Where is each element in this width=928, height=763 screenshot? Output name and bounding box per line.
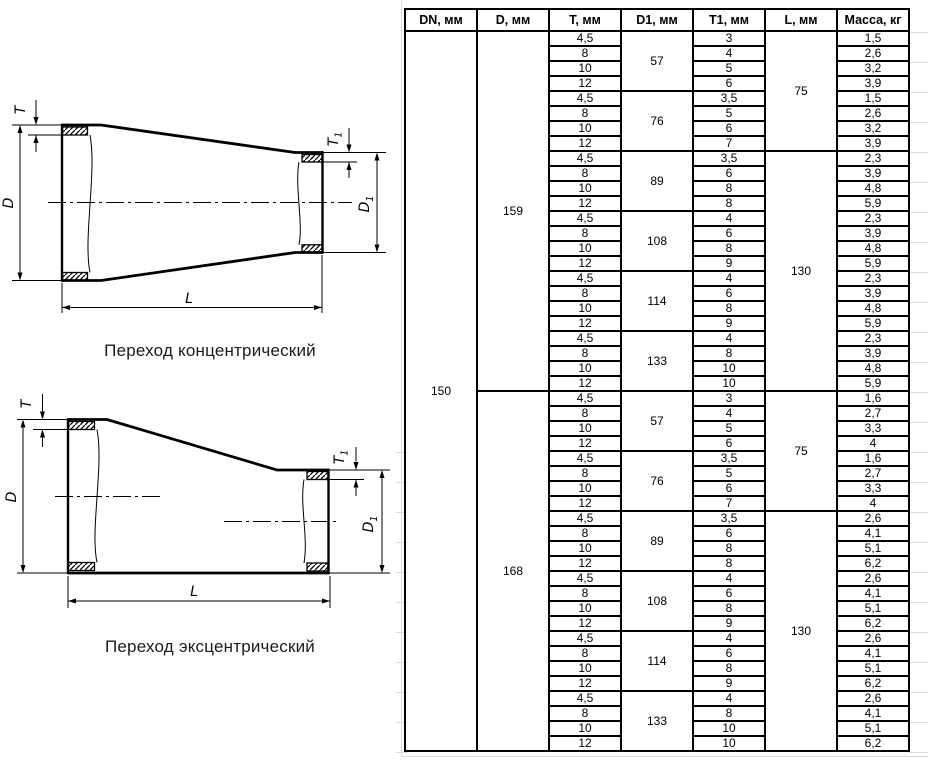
t1-cell: 3,5 <box>693 91 765 106</box>
t-cell: 8 <box>549 406 621 421</box>
mass-cell: 4 <box>837 496 909 511</box>
t-cell: 8 <box>549 106 621 121</box>
t1-cell: 8 <box>693 541 765 556</box>
mass-cell: 1,6 <box>837 391 909 406</box>
dimension-arrows <box>21 412 385 604</box>
t-cell: 8 <box>549 706 621 721</box>
t-cell: 10 <box>549 121 621 136</box>
d1-cell: 57 <box>621 391 693 451</box>
d1-cell: 133 <box>621 331 693 391</box>
d1-cell: 57 <box>621 31 693 91</box>
t1-cell: 8 <box>693 706 765 721</box>
mass-cell: 3,3 <box>837 421 909 436</box>
mass-cell: 2,3 <box>837 271 909 286</box>
mass-cell: 2,6 <box>837 631 909 646</box>
l-dimension-label: L <box>185 291 193 307</box>
d1-cell: 89 <box>621 151 693 211</box>
t-cell: 10 <box>549 61 621 76</box>
l-dimension-label: L <box>190 584 198 600</box>
d1-cell: 108 <box>621 571 693 631</box>
mass-cell: 2,6 <box>837 106 909 121</box>
l-cell: 75 <box>765 31 837 151</box>
table-row <box>405 31 909 46</box>
t1-cell: 4 <box>693 331 765 346</box>
mass-cell: 5,1 <box>837 541 909 556</box>
t-cell: 4,5 <box>549 691 621 706</box>
mass-cell: 4,8 <box>837 301 909 316</box>
t1-cell: 4 <box>693 631 765 646</box>
mass-cell: 5,9 <box>837 256 909 271</box>
t-cell: 8 <box>549 586 621 601</box>
mass-cell: 2,7 <box>837 466 909 481</box>
t-dimension-label: T <box>19 399 35 409</box>
t-cell: 8 <box>549 466 621 481</box>
t1-cell: 4 <box>693 46 765 61</box>
t1-cell: 3,5 <box>693 151 765 166</box>
t1-cell: 5 <box>693 421 765 436</box>
eccentric-caption: Переход эксцентрический <box>104 637 315 656</box>
t1-cell: 3 <box>693 31 765 46</box>
column-header: DN, мм <box>405 9 477 31</box>
t-cell: 10 <box>549 241 621 256</box>
t-cell: 8 <box>549 46 621 61</box>
t1-cell: 7 <box>693 496 765 511</box>
t-cell: 8 <box>549 166 621 181</box>
t1-cell: 8 <box>693 556 765 571</box>
mass-cell: 3,2 <box>837 61 909 76</box>
t1-cell: 5 <box>693 61 765 76</box>
header-row <box>405 9 909 31</box>
d1-dimension-label: $D_1$ <box>357 195 376 213</box>
mass-cell: 6,2 <box>837 616 909 631</box>
mass-cell: 3,9 <box>837 286 909 301</box>
t1-cell: 8 <box>693 601 765 616</box>
t1-cell: 6 <box>693 286 765 301</box>
t-cell: 12 <box>549 496 621 511</box>
t1-cell: 8 <box>693 301 765 316</box>
t-cell: 4,5 <box>549 391 621 406</box>
t1-cell: 6 <box>693 481 765 496</box>
t-cell: 8 <box>549 346 621 361</box>
t-cell: 10 <box>549 181 621 196</box>
mass-cell: 6,2 <box>837 736 909 751</box>
t1-cell: 4 <box>693 211 765 226</box>
t1-dimension-label: $T_1$ <box>332 449 351 465</box>
l-cell: 75 <box>765 391 837 511</box>
t1-cell: 4 <box>693 571 765 586</box>
t-cell: 12 <box>549 376 621 391</box>
t-cell: 12 <box>549 676 621 691</box>
t-cell: 8 <box>549 286 621 301</box>
mass-cell: 4,8 <box>837 181 909 196</box>
mass-cell: 4,1 <box>837 586 909 601</box>
t-cell: 4,5 <box>549 451 621 466</box>
t1-cell: 8 <box>693 346 765 361</box>
t1-cell: 6 <box>693 436 765 451</box>
column-header: T, мм <box>549 9 621 31</box>
mass-cell: 5,9 <box>837 376 909 391</box>
t1-cell: 8 <box>693 241 765 256</box>
centerlines <box>55 497 338 522</box>
mass-cell: 2,6 <box>837 511 909 526</box>
spreadsheet-gridlines-right-margin <box>909 3 928 757</box>
mass-cell: 5,1 <box>837 601 909 616</box>
d1-cell: 114 <box>621 631 693 691</box>
t-cell: 12 <box>549 736 621 751</box>
t1-cell: 3 <box>693 391 765 406</box>
mass-cell: 2,6 <box>837 46 909 61</box>
t-cell: 12 <box>549 196 621 211</box>
d1-cell: 133 <box>621 691 693 751</box>
mass-cell: 3,9 <box>837 166 909 181</box>
column-header: D1, мм <box>621 9 693 31</box>
mass-cell: 4,8 <box>837 361 909 376</box>
spreadsheet-gridline-bottom <box>401 756 928 757</box>
mass-cell: 5,1 <box>837 661 909 676</box>
t-cell: 10 <box>549 421 621 436</box>
eccentric-reducer-drawing <box>0 385 400 625</box>
mass-cell: 3,9 <box>837 76 909 91</box>
t-cell: 10 <box>549 601 621 616</box>
mass-cell: 1,6 <box>837 451 909 466</box>
d-cell: 159 <box>477 31 549 391</box>
mass-cell: 4,1 <box>837 706 909 721</box>
t1-cell: 6 <box>693 526 765 541</box>
mass-cell: 4,8 <box>837 241 909 256</box>
mass-cell: 1,5 <box>837 31 909 46</box>
t1-cell: 9 <box>693 256 765 271</box>
mass-cell: 3,3 <box>837 481 909 496</box>
d1-cell: 76 <box>621 451 693 511</box>
t1-cell: 4 <box>693 271 765 286</box>
mass-cell: 5,9 <box>837 316 909 331</box>
t1-cell: 9 <box>693 316 765 331</box>
t1-cell: 10 <box>693 361 765 376</box>
d-dimension-label: D <box>4 491 20 503</box>
t1-cell: 3,5 <box>693 451 765 466</box>
t-cell: 8 <box>549 646 621 661</box>
d1-dimension-label: $D_1$ <box>361 515 380 533</box>
column-header: L, мм <box>765 9 837 31</box>
mass-cell: 6,2 <box>837 676 909 691</box>
t-cell: 4,5 <box>549 31 621 46</box>
t-cell: 8 <box>549 226 621 241</box>
t1-cell: 10 <box>693 376 765 391</box>
t-cell: 4,5 <box>549 151 621 166</box>
t-cell: 4,5 <box>549 571 621 586</box>
t1-cell: 10 <box>693 721 765 736</box>
d1-cell: 89 <box>621 511 693 571</box>
t1-cell: 10 <box>693 736 765 751</box>
t1-cell: 6 <box>693 166 765 181</box>
t-cell: 4,5 <box>549 631 621 646</box>
mass-cell: 2,3 <box>837 331 909 346</box>
t-cell: 10 <box>549 541 621 556</box>
mass-cell: 3,9 <box>837 226 909 241</box>
d1-cell: 108 <box>621 211 693 271</box>
t-cell: 12 <box>549 616 621 631</box>
t1-cell: 9 <box>693 676 765 691</box>
mass-cell: 5,1 <box>837 721 909 736</box>
column-header: D, мм <box>477 9 549 31</box>
t1-cell: 6 <box>693 76 765 91</box>
l-cell: 130 <box>765 151 837 391</box>
t-cell: 12 <box>549 256 621 271</box>
d-dimension-label: D <box>1 197 17 209</box>
t1-cell: 4 <box>693 691 765 706</box>
t1-cell: 7 <box>693 136 765 151</box>
t-dimension-label: T <box>13 105 29 115</box>
break-lines <box>88 135 300 273</box>
t1-dimension-label: $T_1$ <box>326 131 345 147</box>
t1-cell: 3,5 <box>693 511 765 526</box>
t-cell: 10 <box>549 661 621 676</box>
d1-cell: 76 <box>621 91 693 151</box>
dimensions-table <box>404 8 910 752</box>
t-cell: 10 <box>549 301 621 316</box>
column-header: Масса, кг <box>837 9 909 31</box>
t1-cell: 9 <box>693 616 765 631</box>
mass-cell: 2,3 <box>837 151 909 166</box>
t1-cell: 4 <box>693 406 765 421</box>
t-cell: 12 <box>549 436 621 451</box>
t1-cell: 6 <box>693 646 765 661</box>
mass-cell: 3,9 <box>837 346 909 361</box>
mass-cell: 5,9 <box>837 196 909 211</box>
t1-cell: 5 <box>693 466 765 481</box>
t-cell: 12 <box>549 136 621 151</box>
t-cell: 8 <box>549 526 621 541</box>
t-cell: 4,5 <box>549 91 621 106</box>
mass-cell: 4,1 <box>837 646 909 661</box>
t-cell: 10 <box>549 721 621 736</box>
t-cell: 12 <box>549 556 621 571</box>
t-cell: 12 <box>549 76 621 91</box>
t1-cell: 8 <box>693 181 765 196</box>
mass-cell: 1,5 <box>837 91 909 106</box>
mass-cell: 4,1 <box>837 526 909 541</box>
t-cell: 4,5 <box>549 511 621 526</box>
mass-cell: 3,2 <box>837 121 909 136</box>
t1-cell: 5 <box>693 106 765 121</box>
t-cell: 10 <box>549 361 621 376</box>
t-cell: 4,5 <box>549 271 621 286</box>
t-cell: 10 <box>549 481 621 496</box>
t-cell: 12 <box>549 316 621 331</box>
t1-cell: 8 <box>693 196 765 211</box>
concentric-reducer-drawing <box>0 90 400 352</box>
mass-cell: 2,7 <box>837 406 909 421</box>
mass-cell: 2,6 <box>837 691 909 706</box>
t1-cell: 6 <box>693 586 765 601</box>
column-header: T1, мм <box>693 9 765 31</box>
table-row <box>405 391 909 406</box>
concentric-caption: Переход концентрический <box>104 341 316 360</box>
d1-cell: 114 <box>621 271 693 331</box>
mass-cell: 2,6 <box>837 571 909 586</box>
mass-cell: 3,9 <box>837 136 909 151</box>
t1-cell: 6 <box>693 121 765 136</box>
t1-cell: 8 <box>693 661 765 676</box>
l-cell: 130 <box>765 511 837 751</box>
mass-cell: 4 <box>837 436 909 451</box>
mass-cell: 2,3 <box>837 211 909 226</box>
d-cell: 168 <box>477 391 549 751</box>
t-cell: 4,5 <box>549 211 621 226</box>
dn-cell: 150 <box>405 31 477 751</box>
t-cell: 4,5 <box>549 331 621 346</box>
mass-cell: 6,2 <box>837 556 909 571</box>
t1-cell: 6 <box>693 226 765 241</box>
